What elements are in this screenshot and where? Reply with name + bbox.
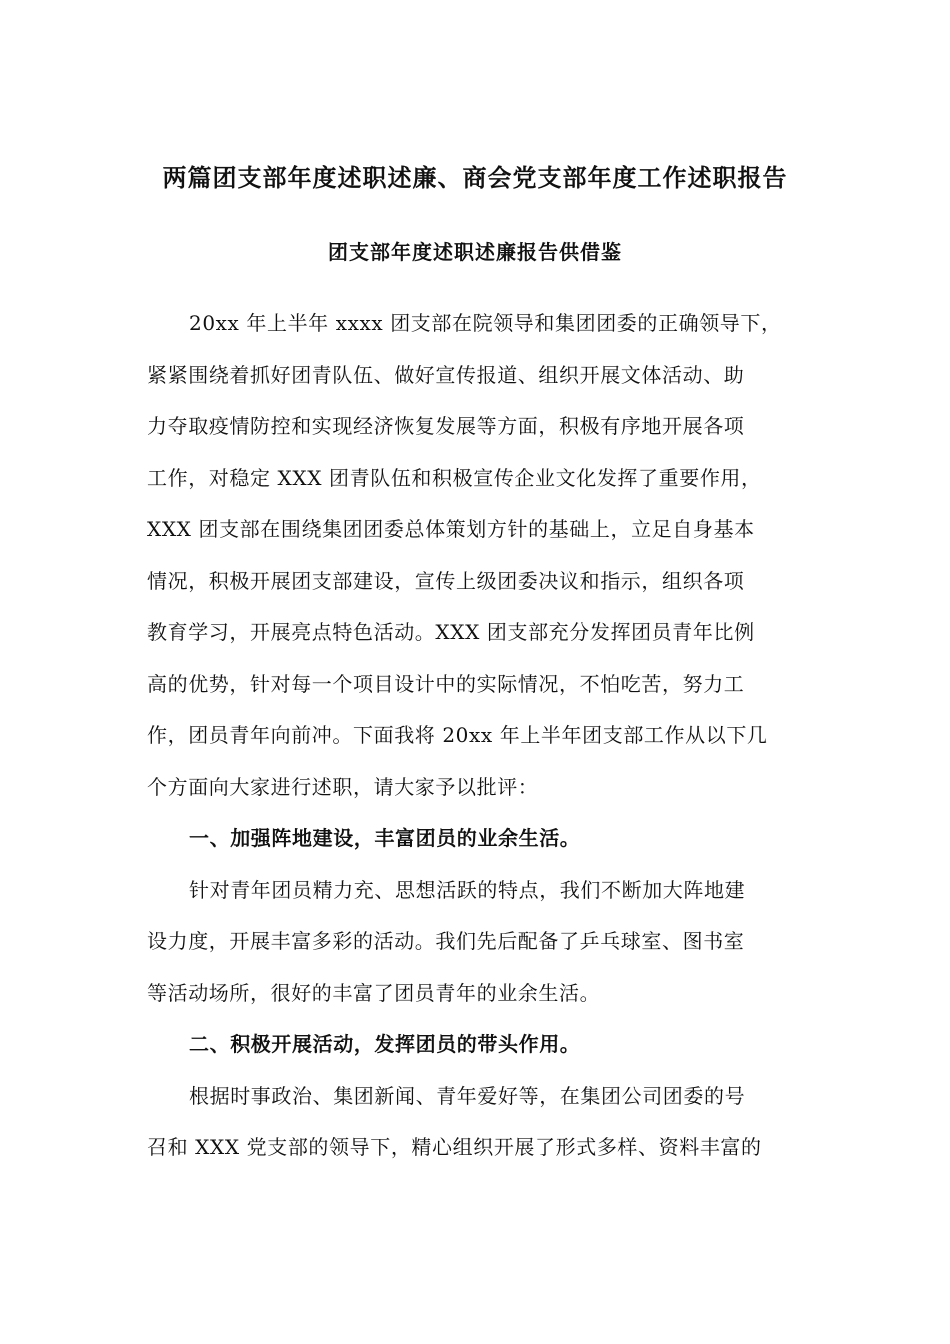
body-line: 针对青年团员精力充、思想活跃的特点，我们不断加大阵地建 <box>189 877 746 902</box>
body-line: 情况，积极开展团支部建设，宣传上级团委决议和指示，组织各项 <box>147 568 745 593</box>
body-line: 根据时事政治、集团新闻、青年爱好等，在集团公司团委的号 <box>189 1083 746 1108</box>
body-line: 教育学习，开展亮点特色活动。XXX 团支部充分发挥团员青年比例 <box>147 620 755 644</box>
body-line: 紧紧围绕着抓好团青队伍、做好宣传报道、组织开展文体活动、助 <box>147 362 745 387</box>
body-line: 召和 XXX 党支部的领导下，精心组织开展了形式多样、资料丰富的 <box>147 1135 762 1159</box>
body-line: 高的优势，针对每一个项目设计中的实际情况，不怕吃苦，努力工 <box>147 671 745 696</box>
section-heading-1: 一、加强阵地建设，丰富团员的业余生活。 <box>189 826 581 850</box>
document-title: 两篇团支部年度述职述廉、商会党支部年度工作述职报告 <box>162 163 788 192</box>
body-line: 个方面向大家进行述职，请大家予以批评： <box>147 774 539 799</box>
body-line: 作，团员青年向前冲。下面我将 20xx 年上半年团支部工作从以下几 <box>147 723 768 747</box>
document-subtitle: 团支部年度述职述廉报告供借鉴 <box>328 240 622 264</box>
body-line: 力夺取疫情防控和实现经济恢复发展等方面，积极有序地开展各项 <box>147 414 745 438</box>
body-line: 等活动场所，很好的丰富了团员青年的业余生活。 <box>147 980 601 1005</box>
document-body <box>147 298 807 1174</box>
body-line: 工作，对稳定 XXX 团青队伍和积极宣传企业文化发挥了重要作用， <box>147 465 762 490</box>
section-heading-2: 二、积极开展活动，发挥团员的带头作用。 <box>189 1032 581 1056</box>
body-line: 设力度，开展丰富多彩的活动。我们先后配备了乒乓球室、图书室 <box>147 929 745 953</box>
body-line: XXX 团支部在围绕集团团委总体策划方针的基础上，立足自身基本 <box>147 517 755 541</box>
body-line: 20xx 年上半年 xxxx 团支部在院领导和集团团委的正确领导下， <box>189 311 782 335</box>
